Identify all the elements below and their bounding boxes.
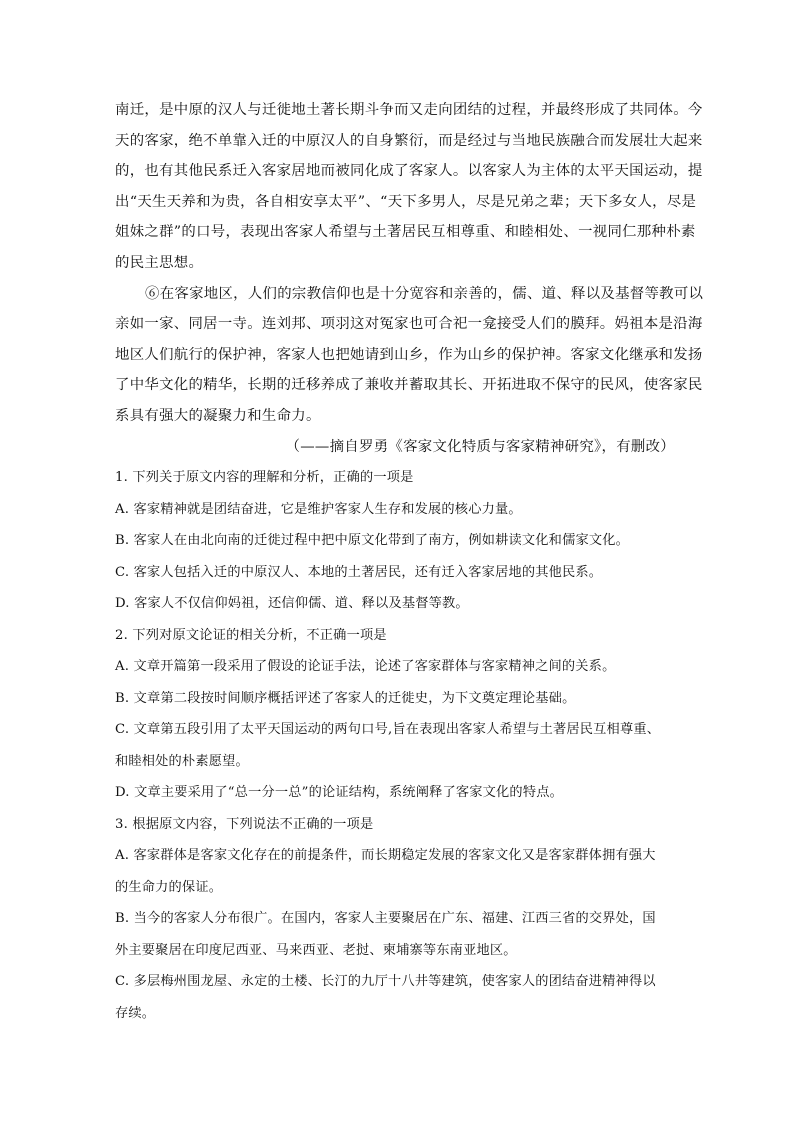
option-line: D. 文章主要采用了“总一分一总”的论证结构，系统阐释了客家文化的特点。: [115, 785, 563, 801]
option-line: B. 客家人在由北向南的迁徙过程中把中原文化带到了南方，例如耕读文化和儒家文化。: [115, 533, 630, 549]
question-stem: 2. 下列对原文论证的相关分析，不正确一项是: [115, 627, 387, 643]
passage-line: 天的客家，绝不单靠入迁的中原汉人的自身繁衍，而是经过与当地民族融合而发展壮大起来: [115, 132, 703, 149]
passage-line: 亲如一家、同居一寺。连刘邦、项羽这对冤家也可合祀一龛接受人们的膜拜。妈祖本是沿海: [115, 316, 703, 333]
passage-line: 的民主思想。: [115, 254, 204, 271]
passage-line: 出“天生天养和为贵，各自相安享太平”、“天下多男人，尽是兄弟之辈；天下多女人，尽是: [115, 193, 697, 210]
option-line: C. 文章第五段引用了太平天国运动的两句口号,旨在表现出客家人希望与土著居民互相尊重、: [115, 722, 661, 738]
option-line: B. 当今的客家人分布很广。在国内，客家人主要聚居在广东、福建、江西三省的交界处，国: [115, 911, 656, 927]
question-stem: 3. 根据原文内容，下列说法不正确的一项是: [115, 816, 374, 832]
passage-line: 的，也有其他民系迁入客家居地而被同化成了客家人。以客家人为主体的太平天国运动，提: [115, 163, 703, 180]
option-line: 的生命力的保证。: [115, 879, 223, 895]
question-list: [115, 462, 685, 1029]
option-line: C. 多层梅州围龙屋、永定的土楼、长汀的九厅十八井等建筑，使客家人的团结奋进精神得以: [115, 974, 656, 990]
passage-line: ⑥在客家地区，人们的宗教信仰也是十分宽容和亲善的，儒、道、释以及基督等教可以: [145, 285, 704, 302]
option-line: 外主要聚居在印度尼西亚、马来西亚、老挝、柬埔寨等东南亚地区。: [115, 942, 517, 958]
option-line: B. 文章第二段按时间顺序概括评述了客家人的迁徙史，为下文奠定理论基础。: [115, 690, 576, 706]
option-line: A. 客家群体是客家文化存在的前提条件，而长期稳定发展的客家文化又是客家群体拥有强大: [115, 848, 656, 864]
option-line: D. 客家人不仅信仰妈祖，还信仰儒、道、释以及基督等教。: [115, 596, 469, 612]
option-line: C. 客家人包括入迁的中原汉人、本地的土著居民，还有迁入客家居地的其他民系。: [115, 564, 603, 580]
passage-line: 姐妹之群”的口号，表现出客家人希望与土著居民互相尊重、和睦相处、一视同仁那种朴素: [115, 224, 696, 241]
passage-line: 南迁，是中原的汉人与迁徙地土著长期斗争而又走向团结的过程，并最终形成了共同体。今: [115, 102, 703, 118]
source-citation: （——摘自罗勇《客家文化特质与客家精神研究》，有删改）: [285, 438, 675, 455]
document-body: [115, 95, 704, 1029]
option-line: 存续。: [115, 1005, 156, 1021]
passage-line: 地区人们航行的保护神，客家人也把她请到山乡，作为山乡的保护神。客家文化继承和发扬: [115, 346, 703, 363]
passage: [115, 95, 704, 462]
question-stem: 1. 下列关于原文内容的理解和分析，正确的一项是: [115, 470, 414, 486]
passage-line: 了中华文化的精华，长期的迁移养成了兼收并蓄取其长、开拓进取不保守的民风，使客家民: [115, 377, 703, 394]
passage-line: 系具有强大的凝聚力和生命力。: [115, 407, 321, 424]
option-line: A. 文章开篇第一段采用了假设的论证手法，论述了客家群体与客家精神之间的关系。: [115, 659, 616, 675]
option-line: 和睦相处的朴素愿望。: [115, 753, 249, 769]
option-line: A. 客家精神就是团结奋进，它是维护客家人生存和发展的核心力量。: [115, 501, 522, 517]
